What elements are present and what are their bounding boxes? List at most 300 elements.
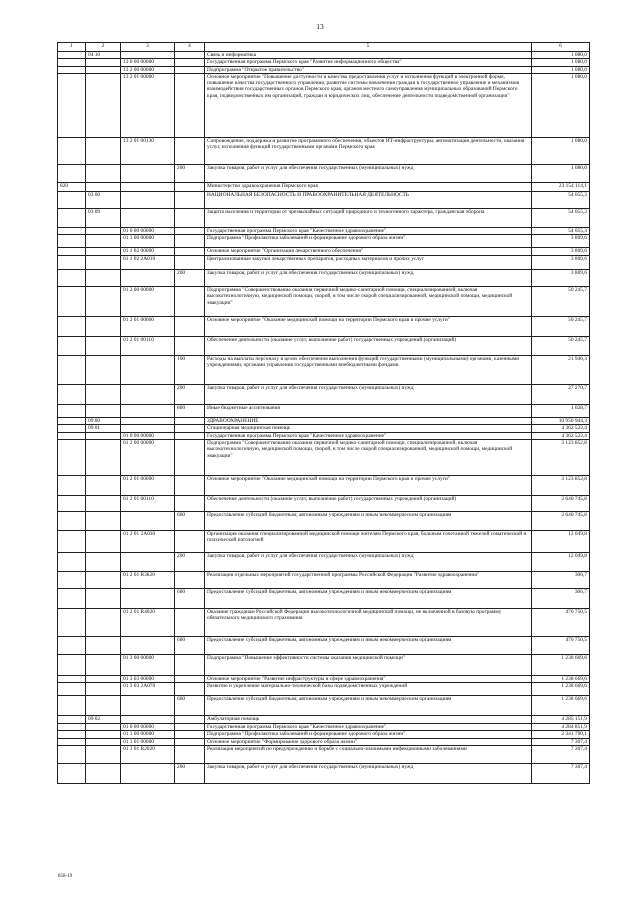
col-section-code: [86, 655, 121, 676]
col-amount: 2 640 745,8: [532, 512, 590, 531]
col-name: Связь и информатика: [205, 52, 532, 59]
col-name: Основное мероприятие "Организация лекарственного обеспечения": [205, 248, 532, 256]
col-admin-code: [58, 589, 86, 609]
col-target-code: [121, 512, 175, 531]
col-target-code: 01 3 03 00000: [121, 676, 175, 683]
col-section-code: [86, 476, 121, 496]
table-row: [58, 248, 590, 256]
col-section-code: [86, 683, 121, 696]
col-section-code: 09 01: [86, 425, 121, 432]
col-section-code: 03 00: [86, 191, 121, 208]
col-target-code: [121, 637, 175, 655]
col-admin-code: [58, 287, 86, 317]
col-name: Закупка товаров, работ и услуг для обеспечения государственных (муниципальных) нужд: [205, 164, 532, 182]
col-expense-type: [175, 235, 205, 248]
col-target-code: [121, 270, 175, 287]
col-admin-code: [58, 235, 86, 248]
header-cell-6: 6: [532, 43, 590, 52]
col-section-code: [86, 248, 121, 256]
table-row: [58, 655, 590, 676]
page-number: 13: [316, 22, 324, 31]
col-target-code: 01 2 01 00110: [121, 337, 175, 356]
col-name: Подпрограмма "Совершенствование оказания первичной медико-санитарной помощи, специализированной, включая высокотехнологичную, медицинской помощи, скорой, в том числе скорой специализированной, медицинской помощи, медицинской эвакуации": [205, 287, 532, 317]
col-section-code: 04 10: [86, 52, 121, 59]
table-row: [58, 235, 590, 248]
col-expense-type: [175, 182, 205, 191]
col-expense-type: [175, 248, 205, 256]
col-amount: 4 284 851,9: [532, 723, 590, 730]
col-admin-code: [58, 137, 86, 164]
col-expense-type: [175, 137, 205, 164]
col-amount: 4 362 522,4: [532, 432, 590, 439]
col-target-code: [121, 385, 175, 405]
col-admin-code: [58, 270, 86, 287]
col-amount: 50 245,7: [532, 287, 590, 317]
table-row: [58, 512, 590, 531]
col-admin-code: [58, 337, 86, 356]
col-name: Предоставление субсидий бюджетным, автономным учреждениям и иным некоммерческим организациям: [205, 637, 532, 655]
col-amount: 2 341 790,1: [532, 730, 590, 738]
col-name: Иные бюджетные ассигнования: [205, 405, 532, 418]
col-amount: 50 245,7: [532, 337, 590, 356]
col-admin-code: [58, 432, 86, 439]
col-expense-type: [175, 208, 205, 227]
col-target-code: 01 0 00 00000: [121, 723, 175, 730]
col-section-code: 09 00: [86, 418, 121, 425]
col-target-code: [121, 418, 175, 425]
col-name: Государственная программа Пермского края "Качественное здравоохранение": [205, 432, 532, 439]
table-row: [58, 425, 590, 432]
col-target-code: 01 2 00 00000: [121, 440, 175, 476]
col-amount: 1 238 669,6: [532, 655, 590, 676]
col-amount: 7 307,4: [532, 738, 590, 745]
col-section-code: [86, 589, 121, 609]
header-cell-1: 1: [58, 43, 86, 52]
col-name: Амбулаторная помощь: [205, 716, 532, 723]
col-section-code: [86, 531, 121, 553]
col-section-code: [86, 137, 121, 164]
table-row: [58, 738, 590, 745]
col-amount: 470 750,5: [532, 609, 590, 637]
budget-table: [57, 42, 590, 784]
col-target-code: [121, 553, 175, 572]
col-amount: 1 238 669,6: [532, 676, 590, 683]
col-amount: 1 080,0: [532, 73, 590, 137]
col-amount: 54 055,3: [532, 227, 590, 234]
col-name: Сопровождение, поддержка и развитие программного обеспечения, объектов ИТ-инфраструктуры, автоматизация деятельности, оказания услуг, исполнения функций государственными органами Пермского края: [205, 137, 532, 164]
col-target-code: [121, 356, 175, 385]
table-row: [58, 405, 590, 418]
col-section-code: [86, 235, 121, 248]
col-expense-type: [175, 609, 205, 637]
header-cell-5: 5: [205, 43, 532, 52]
col-expense-type: [175, 52, 205, 59]
table-row: [58, 356, 590, 385]
col-admin-code: [58, 208, 86, 227]
col-name: Расходы на выплаты персоналу в целях обеспечения выполнения функций государственными (муниципальными) органами, казенными учреждениями, органами управления государственными внебюджетными фондами: [205, 356, 532, 385]
col-name: Развитие и укрепление материально-технической базы подведомственных учреждений: [205, 683, 532, 696]
col-target-code: 01 2 01 00000: [121, 317, 175, 337]
col-admin-code: [58, 512, 86, 531]
col-expense-type: [175, 496, 205, 512]
col-target-code: 01 1 00 00000: [121, 730, 175, 738]
col-target-code: 01 1 00 00000: [121, 235, 175, 248]
col-target-code: 01 0 00 00000: [121, 432, 175, 439]
table-row: [58, 476, 590, 496]
col-name: Централизованные закупки лекарственных препаратов, расходных материалов и прочих услуг: [205, 256, 532, 270]
col-amount: 27 270,7: [532, 385, 590, 405]
col-expense-type: [175, 227, 205, 234]
col-target-code: 01 2 01 R3820: [121, 572, 175, 589]
col-section-code: [86, 385, 121, 405]
col-target-code: [121, 52, 175, 59]
table-row: [58, 716, 590, 723]
table-row: [58, 696, 590, 716]
table-row: [58, 270, 590, 287]
col-amount: 12 049,8: [532, 531, 590, 553]
col-target-code: 01 2 01 2А030: [121, 531, 175, 553]
col-name: Защита населения и территории от чрезвычайных ситуаций природного и техногенного характера, гражданская оборона: [205, 208, 532, 227]
col-section-code: [86, 723, 121, 730]
col-amount: 4 362 522,4: [532, 425, 590, 432]
col-admin-code: [58, 59, 86, 66]
col-expense-type: [175, 476, 205, 496]
table-row: [58, 432, 590, 439]
col-expense-type: 800: [175, 405, 205, 418]
col-amount: 1 080,0: [532, 52, 590, 59]
col-section-code: [86, 405, 121, 418]
col-section-code: [86, 164, 121, 182]
col-amount: 2 640 745,8: [532, 496, 590, 512]
col-section-code: [86, 317, 121, 337]
col-amount: 470 750,5: [532, 637, 590, 655]
col-name: Подпрограмма "Открытое правительство": [205, 66, 532, 73]
col-amount: 10 950 944,3: [532, 418, 590, 425]
table-row: [58, 287, 590, 317]
col-target-code: [121, 589, 175, 609]
col-name: Основное мероприятие "Оказание медицинской помощи на территории Пермского края и прочие услуги": [205, 476, 532, 496]
col-amount: 3 809,6: [532, 256, 590, 270]
col-section-code: [86, 730, 121, 738]
col-admin-code: [58, 723, 86, 730]
col-target-code: [121, 405, 175, 418]
header-cell-3: 3: [121, 43, 175, 52]
col-section-code: [86, 337, 121, 356]
col-name: Подпрограмма "Профилактика заболеваний и формирование здорового образа жизни": [205, 730, 532, 738]
col-amount: 306,7: [532, 572, 590, 589]
table-row: [58, 637, 590, 655]
col-admin-code: [58, 248, 86, 256]
col-admin-code: [58, 496, 86, 512]
table-row: [58, 683, 590, 696]
col-admin-code: [58, 738, 86, 745]
col-target-code: 01 2 01 R4020: [121, 609, 175, 637]
col-amount: 54 055,3: [532, 208, 590, 227]
col-name: Закупка товаров, работ и услуг для обеспечения государственных (муниципальных) нужд: [205, 270, 532, 287]
col-section-code: [86, 512, 121, 531]
col-expense-type: 600: [175, 696, 205, 716]
col-section-code: [86, 356, 121, 385]
col-admin-code: [58, 164, 86, 182]
col-amount: 21 946,3: [532, 356, 590, 385]
col-admin-code: [58, 716, 86, 723]
col-target-code: 01 2 00 00000: [121, 287, 175, 317]
col-admin-code: [58, 730, 86, 738]
col-amount: 306,7: [532, 589, 590, 609]
col-section-code: [86, 432, 121, 439]
col-expense-type: [175, 738, 205, 745]
table-header-row: [58, 43, 590, 52]
col-target-code: 01 1 02 00000: [121, 248, 175, 256]
col-target-code: [121, 164, 175, 182]
col-name: Закупка товаров, работ и услуг для обеспечения государственных (муниципальных) нужд: [205, 385, 532, 405]
col-name: Государственная программа Пермского края "Качественное здравоохранение": [205, 227, 532, 234]
col-amount: 50 245,7: [532, 317, 590, 337]
col-amount: 1 080,0: [532, 164, 590, 182]
col-target-code: 01 1 01 00000: [121, 738, 175, 745]
col-name: НАЦИОНАЛЬНАЯ БЕЗОПАСНОСТЬ И ПРАВООХРАНИТЕЛЬНАЯ ДЕЯТЕЛЬНОСТЬ: [205, 191, 532, 208]
col-target-code: [121, 425, 175, 432]
col-name: ЗДРАВООХРАНЕНИЕ: [205, 418, 532, 425]
col-expense-type: [175, 531, 205, 553]
col-admin-code: [58, 683, 86, 696]
col-admin-code: [58, 256, 86, 270]
col-name: Подпрограмма "Профилактика заболеваний и формирование здорового образа жизни": [205, 235, 532, 248]
col-name: Обеспечение деятельности (оказание услуг, выполнение работ) государственных учреждений (организаций): [205, 337, 532, 356]
col-expense-type: [175, 440, 205, 476]
col-amount: 3 809,6: [532, 235, 590, 248]
col-expense-type: 200: [175, 553, 205, 572]
col-amount: 23 154 114,1: [532, 182, 590, 191]
col-admin-code: [58, 637, 86, 655]
col-expense-type: 600: [175, 637, 205, 655]
col-expense-type: 200: [175, 164, 205, 182]
header-cell-2: 2: [86, 43, 121, 52]
col-section-code: [86, 440, 121, 476]
col-section-code: [86, 182, 121, 191]
col-expense-type: [175, 317, 205, 337]
col-amount: 4 285 151,9: [532, 716, 590, 723]
table-row: [58, 182, 590, 191]
table-row: [58, 164, 590, 182]
col-expense-type: [175, 723, 205, 730]
col-section-code: [86, 676, 121, 683]
col-name: Основное мероприятие "Оказание медицинской помощи на территории Пермского края и прочие услуги": [205, 317, 532, 337]
col-admin-code: [58, 746, 86, 764]
col-section-code: 03 09: [86, 208, 121, 227]
table-row: [58, 496, 590, 512]
col-target-code: [121, 208, 175, 227]
col-amount: 54 055,3: [532, 191, 590, 208]
col-section-code: [86, 637, 121, 655]
table-row: [58, 227, 590, 234]
table-row: [58, 66, 590, 73]
col-section-code: [86, 553, 121, 572]
col-name: Основное мероприятие "Развитие инфраструктуры в сфере здравоохранения": [205, 676, 532, 683]
table-row: [58, 317, 590, 337]
col-admin-code: [58, 764, 86, 784]
col-name: Закупка товаров, работ и услуг для обеспечения государственных (муниципальных) нужд: [205, 764, 532, 784]
table-row: [58, 589, 590, 609]
col-amount: 1 080,0: [532, 59, 590, 66]
col-expense-type: [175, 337, 205, 356]
col-admin-code: [58, 66, 86, 73]
col-section-code: [86, 738, 121, 745]
col-expense-type: [175, 191, 205, 208]
col-expense-type: [175, 572, 205, 589]
col-section-code: [86, 287, 121, 317]
col-name: Государственная программа Пермского края "Качественное здравоохранение": [205, 723, 532, 730]
table-row: [58, 440, 590, 476]
col-admin-code: [58, 73, 86, 137]
table-row: [58, 553, 590, 572]
col-expense-type: 200: [175, 764, 205, 784]
col-name: Подпрограмма "Совершенствование оказания первичной медико-санитарной помощи, специализированной, включая высокотехнологичную, медицинской помощи, скорой, в том числе скорой специализированной, медицинской помощи, медицинской эвакуации": [205, 440, 532, 476]
col-target-code: [121, 764, 175, 784]
col-section-code: [86, 227, 121, 234]
col-expense-type: [175, 432, 205, 439]
col-expense-type: [175, 655, 205, 676]
col-amount: 3 123 852,8: [532, 440, 590, 476]
table-row: [58, 191, 590, 208]
col-expense-type: [175, 676, 205, 683]
col-section-code: [86, 59, 121, 66]
col-admin-code: [58, 476, 86, 496]
col-admin-code: [58, 655, 86, 676]
col-expense-type: [175, 425, 205, 432]
col-expense-type: 600: [175, 512, 205, 531]
col-admin-code: [58, 440, 86, 476]
col-admin-code: [58, 696, 86, 716]
col-expense-type: 200: [175, 270, 205, 287]
col-name: Подпрограмма "Повышение эффективности системы оказания медицинской помощи": [205, 655, 532, 676]
col-expense-type: 200: [175, 385, 205, 405]
col-target-code: 01 2 01 00000: [121, 476, 175, 496]
col-section-code: [86, 764, 121, 784]
col-section-code: [86, 696, 121, 716]
col-name: Стационарная медицинская помощь: [205, 425, 532, 432]
col-expense-type: [175, 716, 205, 723]
header-cell-4: 4: [175, 43, 205, 52]
col-expense-type: [175, 66, 205, 73]
col-target-code: [121, 191, 175, 208]
col-amount: 1 238 669,6: [532, 683, 590, 696]
col-target-code: [121, 182, 175, 191]
col-expense-type: 600: [175, 589, 205, 609]
table-row: [58, 59, 590, 66]
table-row: [58, 730, 590, 738]
footer-code: 858-19: [58, 874, 73, 879]
col-section-code: [86, 496, 121, 512]
col-name: Основное мероприятие "Формирование здорового образа жизни": [205, 738, 532, 745]
col-expense-type: [175, 73, 205, 137]
col-expense-type: [175, 59, 205, 66]
col-admin-code: [58, 676, 86, 683]
col-name: Министерство здравоохранения Пермского края: [205, 182, 532, 191]
table-row: [58, 531, 590, 553]
col-admin-code: [58, 317, 86, 337]
table-row: [58, 676, 590, 683]
col-admin-code: [58, 191, 86, 208]
col-section-code: [86, 572, 121, 589]
col-amount: 1 080,0: [532, 137, 590, 164]
col-section-code: [86, 66, 121, 73]
table-row: [58, 723, 590, 730]
col-admin-code: [58, 405, 86, 418]
col-expense-type: 100: [175, 356, 205, 385]
col-admin-code: [58, 418, 86, 425]
col-admin-code: [58, 531, 86, 553]
col-name: Обеспечение деятельности (оказание услуг, выполнение работ) государственных учреждений (организаций): [205, 496, 532, 512]
col-admin-code: [58, 609, 86, 637]
table-row: [58, 385, 590, 405]
col-target-code: 01 0 00 00000: [121, 227, 175, 234]
col-target-code: 13 2 01 00000: [121, 73, 175, 137]
table-row: [58, 418, 590, 425]
table-row: [58, 137, 590, 164]
col-expense-type: [175, 287, 205, 317]
table-row: [58, 746, 590, 764]
col-admin-code: [58, 356, 86, 385]
col-target-code: [121, 716, 175, 723]
col-amount: 3 809,6: [532, 248, 590, 256]
col-amount: 1 080,0: [532, 66, 590, 73]
col-name: Реализация мероприятий по предупреждению и борьбе с социально-значимыми инфекционными заболеваниями: [205, 746, 532, 764]
col-name: Предоставление субсидий бюджетным, автономным учреждениям и иным некоммерческим организациям: [205, 589, 532, 609]
col-amount: 3 123 852,8: [532, 476, 590, 496]
table-row: [58, 764, 590, 784]
col-admin-code: [58, 227, 86, 234]
col-amount: 7 307,4: [532, 746, 590, 764]
col-admin-code: [58, 52, 86, 59]
col-admin-code: [58, 425, 86, 432]
table-row: [58, 572, 590, 589]
col-section-code: [86, 73, 121, 137]
col-target-code: 13 2 01 00130: [121, 137, 175, 164]
col-amount: 3 809,6: [532, 270, 590, 287]
col-section-code: [86, 746, 121, 764]
col-name: Оказание гражданам Российской Федерации высокотехнологичной медицинской помощи, не включенной в базовую программу обязательного медицинского страхования: [205, 609, 532, 637]
col-expense-type: [175, 746, 205, 764]
table-row: [58, 256, 590, 270]
col-target-code: 01 3 03 2А070: [121, 683, 175, 696]
table-row: [58, 208, 590, 227]
col-target-code: 01 1 01 R2020: [121, 746, 175, 764]
col-name: Предоставление субсидий бюджетным, автономным учреждениям и иным некоммерческим организациям: [205, 512, 532, 531]
col-target-code: 01 1 02 2А010: [121, 256, 175, 270]
col-expense-type: [175, 256, 205, 270]
col-name: Основное мероприятие "Повышение доступности и качества предоставления услуг и исполнения функций в электронной форме, повышение качества государственного управления, развитие системы вовлечения граждан в государственное управление и механизмов взаимодействия государственных органов Пермского края, органов местного самоуправления муниципальных образований Пермского края, подведомственных им организаций, граждан и юридических лиц, обеспечение деятельности подведомственной организации": [205, 73, 532, 137]
table-row: [58, 609, 590, 637]
col-admin-code: [58, 572, 86, 589]
col-admin-code: [58, 385, 86, 405]
col-target-code: [121, 696, 175, 716]
col-target-code: 13 0 00 00000: [121, 59, 175, 66]
col-target-code: 13 2 00 00000: [121, 66, 175, 73]
col-name: Закупка товаров, работ и услуг для обеспечения государственных (муниципальных) нужд: [205, 553, 532, 572]
col-section-code: [86, 609, 121, 637]
table-row: [58, 73, 590, 137]
col-target-code: 01 2 01 00110: [121, 496, 175, 512]
table-row: [58, 337, 590, 356]
col-section-code: 09 02: [86, 716, 121, 723]
col-name: Организация оказания специализированной медицинской помощи жителям Пермского края, больным сочетанной тяжелой соматической и психической патологией: [205, 531, 532, 553]
col-expense-type: [175, 730, 205, 738]
table-row: [58, 52, 590, 59]
col-admin-code: [58, 553, 86, 572]
col-name: Государственная программа Пермского края "Развитие информационного общества": [205, 59, 532, 66]
col-amount: 1 028,7: [532, 405, 590, 418]
